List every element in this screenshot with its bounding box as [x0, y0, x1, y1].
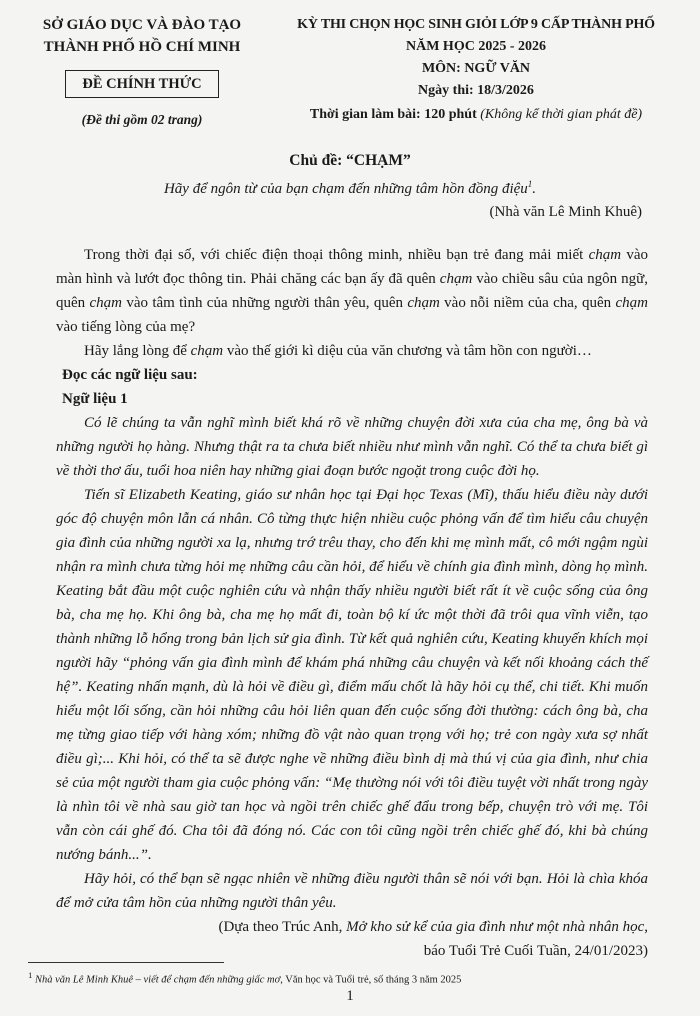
material-1-paragraph-2: Tiến sĩ Elizabeth Keating, giáo sư nhân học tại Đại học Texas (Mĩ), thấu hiểu điều này dưới góc độ chuyện môn lẫn cá nhân. Cô từng thực hiện nhiều cuộc phỏng vấn để tìm hiểu câu chuyện gia đình của những người xa lạ, nhưng trớ trêu thay, cho đến khi mẹ mình mất, cô mới ngậm ngùi nhận ra mình chưa từng hỏi mẹ những câu cần hỏi, để hiểu về chính gia đình mình, dòng họ mình. Keating bắt đầu một cuộc nghiên cứu và nhận thấy nhiều người biết rất ít về cuộc sống của ông bà, cha mẹ họ. Khi ông bà, cha mẹ họ mất đi, toàn bộ kí ức một thời đã trôi qua vĩnh viễn, tạo thành những lỗ hổng trong bản lịch sử gia đình. Từ kết quả nghiên cứu, Keating khuyến khích mọi người hãy “phỏng vấn gia đình mình để khám phá những câu chuyện và kết nối khoảng cách thế hệ”. Keating nhấn mạnh, dù là hỏi về điều gì, điểm mấu chốt là hãy hỏi cụ thể, chi tiết. Khi muốn hiểu một lối sống, cần hỏi những câu hỏi liên quan đến cuộc sống đời thường: cách ông bà, cha mẹ từng giao tiếp với hàng xóm; những đồ vật nào quan trọng với họ; trẻ con ngày xưa sợ nhất điều gì;... Khi hỏi, có thể ta sẽ được nghe về những điều bình dị mà thú vị của gia đình, như chia sẻ của một người tham gia cuộc phỏng vấn: “Mẹ thường nói với tôi điều tuyệt vời nhất trong ngày là nhìn tôi về nhà sau giờ tan học và ngồi trên chiếc ghế đẩu trong bếp, chuyện trò với mẹ. Tôi vẫn còn cái ghế đó. Cha tôi đã đóng nó. Các con tôi cũng ngồi trên chiếc ghế đó, khi bà chúng nướng bánh...”.	[56, 487, 648, 863]
issuing-authority	[22, 14, 262, 128]
city-name: THÀNH PHỐ HỒ CHÍ MINH	[43, 39, 241, 55]
material-1-source	[56, 915, 648, 939]
time-note: (Không kể thời gian phát đề)	[480, 107, 643, 122]
exam-date: Ngày thi: 18/3/2026	[418, 83, 534, 98]
emphasis: chạm	[407, 295, 440, 311]
page-count-note: (Đề thi gồm 02 trang)	[81, 112, 203, 127]
text: vào chiều sâu của ngôn ngữ, quên	[56, 271, 648, 311]
text: vào nỗi niềm của cha, quên	[439, 295, 616, 311]
instructions: Đọc các ngữ liệu sau:	[62, 367, 198, 383]
official-exam-label: ĐỀ CHÍNH THỨC	[65, 70, 218, 98]
time-allowed	[258, 104, 694, 126]
emphasis: chạm	[89, 295, 122, 311]
footnote-divider	[28, 962, 224, 963]
text: vào tâm tình của những người thân yêu, quên	[122, 295, 408, 311]
footnote	[28, 968, 688, 988]
intro-paragraph-1	[56, 243, 648, 339]
exam-title: KỲ THI CHỌN HỌC SINH GIỎI LỚP 9 CẤP THÀNH PHỐ	[297, 17, 655, 32]
text: vào tiếng lòng của mẹ?	[56, 319, 196, 335]
footnote-mark: 1	[28, 970, 33, 980]
topic-quote: Hãy để ngôn từ của bạn chạm đến những tâm hồn đồng điệu$^1$.	[163, 179, 537, 197]
text: Trong thời đại số, với chiếc điện thoại thông minh, nhiều bạn trẻ đang mải miết	[84, 247, 589, 263]
quote-text: Hãy để ngôn từ của bạn chạm đến những tâm hồn đồng điệu	[163, 181, 528, 197]
emphasis: chạm	[615, 295, 648, 311]
material-1-paragraph-1: Có lẽ chúng ta vẫn nghĩ mình biết khá rõ về những chuyện đời xưa của cha mẹ, ông bà và những người họ hàng. Nhưng thật ra ta chưa biết nhiều như mình vẫn nghĩ. Có thể ta chưa biết gì về thời thơ ấu, tuổi hoa niên hay những giai đoạn bước ngoặt trong cuộc đời họ.	[56, 415, 648, 479]
material-1-paragraph-3: Hãy hỏi, có thể bạn sẽ ngạc nhiên về những điều người thân sẽ nói với bạn. Hỏi là chìa khóa để mở cửa tâm hồn của những người thân yêu.	[56, 871, 648, 911]
footnote-text: , Văn học và Tuổi trẻ, số tháng 3 năm 2025	[280, 974, 462, 986]
exam-body	[56, 243, 648, 963]
footnote-title: Nhà văn Lê Minh Khuê – viết để chạm đến những giấc mơ	[32, 974, 281, 986]
subject: MÔN: NGỮ VĂN	[421, 61, 531, 76]
material-1-heading: Ngữ liệu 1	[62, 391, 128, 407]
emphasis: chạm	[439, 271, 473, 287]
topic-title: Chủ đề: “CHẠM”	[289, 152, 411, 169]
department-name: SỞ GIÁO DỤC VÀ ĐÀO TẠO	[42, 17, 242, 33]
intro-section	[56, 243, 648, 363]
text: Hãy lắng lòng để	[84, 343, 191, 359]
emphasis: chạm	[588, 247, 622, 263]
text: vào thế giới kì diệu của văn chương và tâm hồn con người…	[223, 343, 592, 359]
source-title: Mở kho sử kể của gia đình như một nhà nhân học	[346, 919, 645, 935]
text: vào màn hình và lướt đọc thông tin. Phải chăng các bạn ấy đã quên	[56, 247, 648, 287]
material-1-source-line-2: báo Tuổi Trẻ Cuối Tuần, 24/01/2023)	[423, 943, 648, 959]
time-label: Thời gian làm bài: 120 phút	[309, 107, 477, 122]
emphasis: chạm	[190, 343, 224, 359]
intro-paragraph-2	[56, 339, 648, 363]
text: (Dựa theo Trúc Anh,	[218, 919, 347, 935]
text: ,	[644, 919, 648, 935]
quote-author: (Nhà văn Lê Minh Khuê)	[489, 204, 642, 220]
school-year: NĂM HỌC 2025 - 2026	[406, 39, 546, 54]
footnote-ref: 1	[527, 179, 533, 189]
page-number: 1	[346, 988, 354, 1004]
exam-info	[258, 14, 694, 126]
topic-section	[0, 150, 700, 223]
